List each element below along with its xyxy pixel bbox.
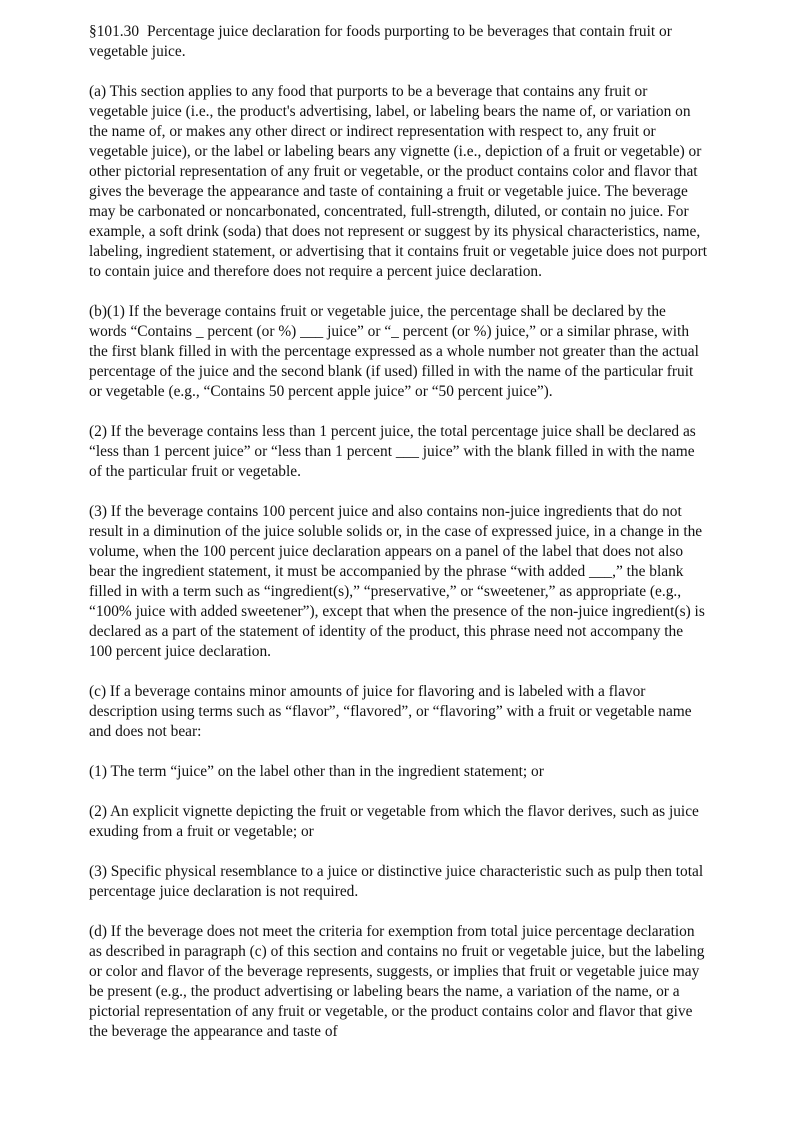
paragraph-c-3: (3) Specific physical resemblance to a juice or distinctive juice characteristic such as pulp then total percentage juice declaration is not required. bbox=[89, 863, 704, 900]
paragraph-c-1: (1) The term “juice” on the label other than in the ingredient statement; or bbox=[89, 763, 544, 780]
section-title: Percentage juice declaration for foods purporting to be beverages that contain fruit or vegetable juice. bbox=[89, 23, 672, 60]
paragraph-c-2: (2) An explicit vignette depicting the fruit or vegetable from which the flavor derives, such as juice exuding from a fruit or vegetable; or bbox=[89, 803, 699, 840]
paragraph-b-1: (b)(1) If the beverage contains fruit or vegetable juice, the percentage shall be declared by the words “Contains _ percent (or %) ___ juice” or “_ percent (or %) juice,” or a similar phrase, with the first blank filled in with the percentage expressed as a whole number not greater than the actual percentage of the juice and the second blank (if used) filled in with the name of the particular fruit or vegetable (e.g., “Contains 50 percent apple juice” or “50 percent juice”). bbox=[89, 303, 699, 400]
document-page bbox=[89, 22, 707, 1062]
paragraph-b-3: (3) If the beverage contains 100 percent juice and also contains non-juice ingredients that do not result in a diminution of the juice soluble solids or, in the case of expressed juice, in a change in the volume, when the 100 percent juice declaration appears on a panel of the label that does not also bear the ingredient statement, it must be accompanied by the phrase “with added ___,” the blank filled in with a term such as “ingredient(s),” “preservative,” or “sweetener,” as appropriate (e.g., “100% juice with added sweetener”), except that when the presence of the non-juice ingredient(s) is declared as a part of the statement of identity of the product, this phrase need not accompany the 100 percent juice declaration. bbox=[89, 503, 705, 660]
paragraph-d: (d) If the beverage does not meet the criteria for exemption from total juice percentage declaration as described in paragraph (c) of this section and contains no fruit or vegetable juice, but the labeling or color and flavor of the beverage represents, suggests, or implies that fruit or vegetable juice may be present (e.g., the product advertising or labeling bears the name, a variation of the name, or a pictorial representation of any fruit or vegetable, or the product contains color and flavor that give the beverage the appearance and taste of bbox=[89, 923, 705, 1040]
paragraph-a: (a) This section applies to any food that purports to be a beverage that contains any fruit or vegetable juice (i.e., the product's advertising, label, or labeling bears the name of, or variation on the name of, or makes any other direct or indirect representation with respect to, any fruit or vegetable juice), or the label or labeling bears any vignette (i.e., depiction of a fruit or vegetable) or other pictorial representation of any fruit or vegetable, or the product contains color and flavor that gives the beverage the appearance and taste of containing a fruit or vegetable juice. The beverage may be carbonated or noncarbonated, concentrated, full-strength, diluted, or contain no juice. For example, a soft drink (soda) that does not represent or suggest by its physical characteristics, name, labeling, ingredient statement, or advertising that it contains fruit or vegetable juice does not purport to contain juice and therefore does not require a percent juice declaration. bbox=[89, 83, 708, 280]
paragraph-c: (c) If a beverage contains minor amounts of juice for flavoring and is labeled with a flavor description using terms such as “flavor”, “flavored”, or “flavoring” with a fruit or vegetable name and does not bear: bbox=[89, 683, 692, 740]
section-heading bbox=[89, 22, 707, 62]
section-number: §101.30 bbox=[89, 23, 140, 40]
paragraph-b-2: (2) If the beverage contains less than 1 percent juice, the total percentage juice shall be declared as “less than 1 percent juice” or “less than 1 percent ___ juice” with the blank filled in with the name of the particular fruit or vegetable. bbox=[89, 423, 696, 480]
